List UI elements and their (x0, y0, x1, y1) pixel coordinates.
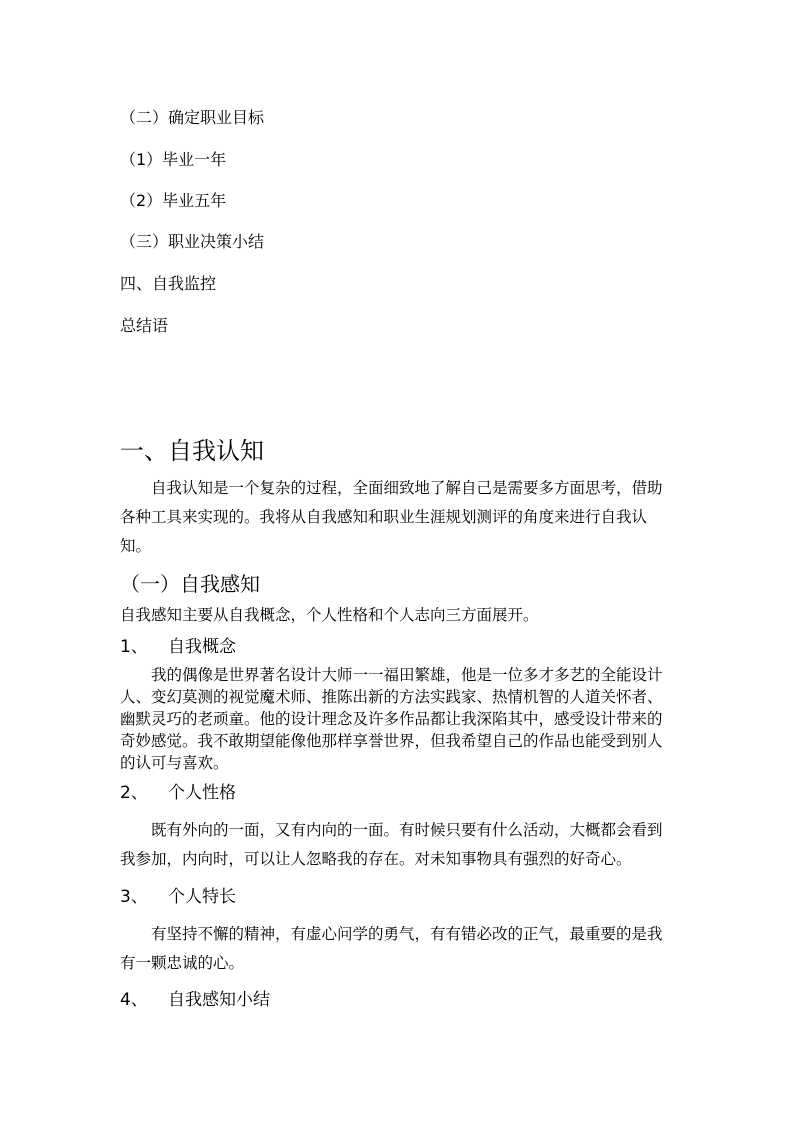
section-heading: 一、自我认知 (120, 437, 264, 465)
toc-item: 四、自我监控 (120, 274, 217, 293)
subsection-heading: （一）自我感知 (120, 572, 260, 596)
paragraph-line: 幽默灵巧的老顽童。他的设计理念及许多作品都让我深陷其中，感受设计带来的 (120, 710, 663, 728)
paragraph-line: 我参加，内向时，可以让人忽略我的存在。对未知事物具有强烈的好奇心。 (120, 850, 632, 868)
item-heading (120, 782, 236, 804)
toc-item: 总结语 (120, 316, 169, 335)
paragraph-line: 奇妙感觉。我不敢期望能像他那样享誉世界，但我希望自己的作品也能受到别人 (120, 732, 663, 750)
item-number: 4、 (120, 990, 148, 1010)
toc-item: （1）毕业一年 (120, 150, 227, 169)
item-paragraph (120, 816, 675, 874)
item-paragraph (120, 664, 675, 774)
item-heading (120, 636, 236, 658)
paragraph-line: 有坚持不懈的精神，有虚心问学的勇气，有有错必改的正气，最重要的是我 (151, 925, 663, 943)
paragraph-line: 自我认知是一个复杂的过程，全面细致地了解自己是需要多方面思考，借助 (151, 479, 663, 497)
item-title: 自我概念 (168, 637, 236, 657)
item-paragraph (120, 920, 675, 978)
item-heading (120, 886, 236, 908)
paragraph-line: 各种工具来实现的。我将从自我感知和职业生涯规划测评的角度来进行自我认 (120, 508, 648, 526)
item-number: 3、 (120, 887, 148, 907)
item-heading (120, 989, 270, 1011)
item-title: 个人特长 (168, 887, 236, 907)
subsection-intro (120, 604, 675, 626)
paragraph-line: 我的偶像是世界著名设计大师一一福田繁雄，他是一位多才多艺的全能设计 (151, 666, 663, 684)
paragraph-line: 的认可与喜欢。 (120, 754, 229, 772)
item-title: 个人性格 (168, 783, 236, 803)
item-title: 自我感知小结 (168, 990, 270, 1010)
toc-item: （二）确定职业目标 (120, 108, 265, 127)
paragraph-line: 自我感知主要从自我概念，个人性格和个人志向三方面展开。 (120, 606, 539, 624)
paragraph-line: 人、变幻莫测的视觉魔术师、推陈出新的方法实践家、热情机智的人道关怀者、 (120, 688, 663, 706)
item-number: 1、 (120, 637, 148, 657)
paragraph-line: 有一颗忠诚的心。 (120, 954, 245, 972)
item-number: 2、 (120, 783, 148, 803)
toc-item: （三）职业决策小结 (120, 232, 265, 251)
toc-item: （2）毕业五年 (120, 191, 227, 210)
section-intro-paragraph (120, 474, 675, 561)
paragraph-line: 知。 (120, 537, 152, 555)
paragraph-line: 既有外向的一面，又有内向的一面。有时候只要有什么活动，大概都会看到 (151, 821, 663, 839)
